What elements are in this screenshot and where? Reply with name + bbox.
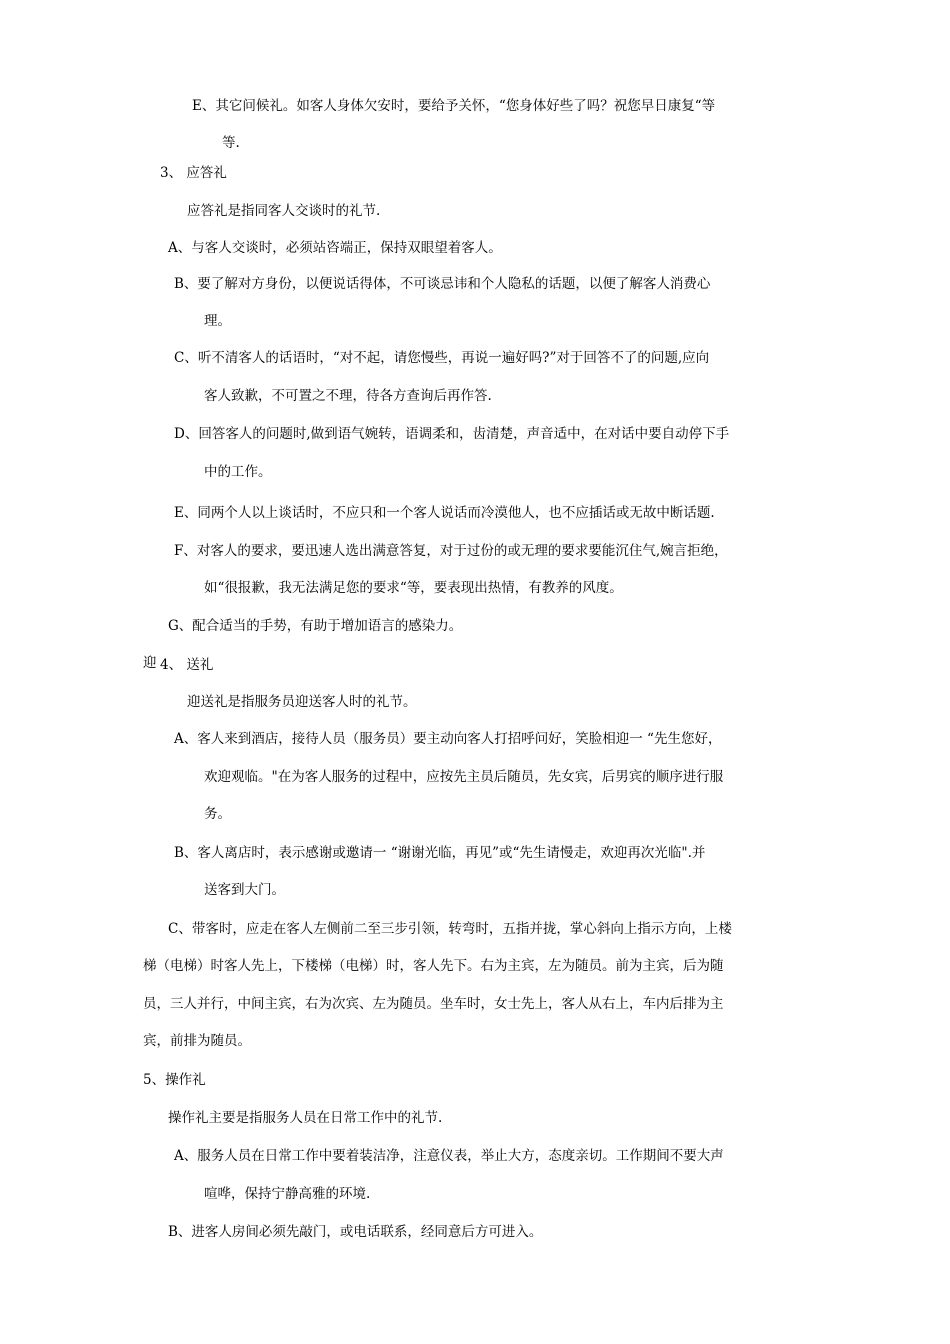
item-a-cont: 欢迎观临。"在为客人服务的过程中，应按先主员后随员，先女宾，后男宾的顺序进行服 [204, 769, 724, 785]
item-b-cont: 送客到大门。 [204, 882, 285, 898]
item-a: A、与客人交谈时，必须站咨端正，保持双眼望着客人。 [168, 240, 502, 256]
section-3-heading: 3、 应答礼 [160, 165, 227, 181]
item-e-greeting-cont: 等. [222, 135, 240, 151]
item-c: C、带客时，应走在客人左侧前二至三步引领，转弯时，五指并拢，掌心斜向上指示方向，上楼 [168, 921, 732, 937]
item-b-cont: 理。 [204, 313, 231, 329]
item-b: B、要了解对方身份，以便说话得体，不可谈忌讳和个人隐私的话题，以便了解客人消费心 [174, 276, 711, 292]
item-f: F、对客人的要求，要迅速人选出满意答复，对于过份的或无理的要求要能沉住气,婉言拒绝， [174, 543, 728, 559]
item-a: A、服务人员在日常工作中要着装洁净，注意仪表，举止大方，态度亲切。工作期间不要大声 [174, 1148, 724, 1164]
item-a-cont: 务。 [204, 806, 231, 822]
item-c: C、听不清客人的话语时，“对不起，请您慢些，再说一遍好吗?”对于回答不了的问题,应向 [174, 350, 710, 366]
item-d: D、回答客人的问题时,做到语气婉转，语调柔和，齿清楚，声音适中，在对话中要自动停下手 [174, 426, 730, 442]
item-c-cont: 客人致歉，不可置之不理，待各方查询后再作答. [204, 388, 492, 404]
item-b: B、进客人房间必须先敲门，或电话联系，经同意后方可进入。 [168, 1224, 543, 1240]
item-c-cont: 梯（电梯）时客人先上，下楼梯（电梯）时，客人先下。右为主宾，左为随员。前为主宾，后为随 [143, 958, 724, 974]
item-c-cont: 员，三人并行，中间主宾，右为次宾、左为随员。坐车时，女士先上，客人从右上，车内后排为主 [143, 996, 724, 1012]
item-c-cont: 宾，前排为随员。 [143, 1033, 251, 1049]
item-e-greeting: E、其它问候礼。如客人身体欠安时，要给予关怀，“您身体好些了吗？祝您早日康复“等 [192, 98, 716, 114]
section-5-heading: 5、操作礼 [143, 1072, 206, 1088]
item-f-cont: 如“很报歉，我无法满足您的要求“等，要表现出热情，有教养的风度。 [204, 580, 623, 596]
item-e: E、同两个人以上谈话时，不应只和一个客人说话而冷漠他人，也不应插话或无故中断话题. [174, 505, 715, 521]
item-b: B、客人离店时，表示感谢或邀请一 “谢谢光临，再见”或“先生请慢走，欢迎再次光临".并 [174, 845, 706, 861]
item-d-cont: 中的工作。 [204, 464, 272, 480]
section-4-intro: 迎送礼是指服务员迎送客人时的礼节。 [187, 694, 417, 710]
item-g: G、配合适当的手势，有助于增加语言的感染力。 [168, 618, 463, 634]
section-3-intro: 应答礼是指同客人交谈时的礼节. [187, 203, 381, 219]
item-a-cont: 喧哗，保持宁静高雅的环境. [204, 1186, 371, 1202]
section-4-heading: 4、 送礼 [160, 657, 214, 673]
section-5-intro: 操作礼主要是指服务人员在日常工作中的礼节. [168, 1110, 443, 1126]
stray-character: 迎 [143, 655, 157, 671]
item-a: A、客人来到酒店，接待人员（服务员）要主动向客人打招呼问好，笑脸相迎一 “先生您好， [174, 731, 722, 747]
